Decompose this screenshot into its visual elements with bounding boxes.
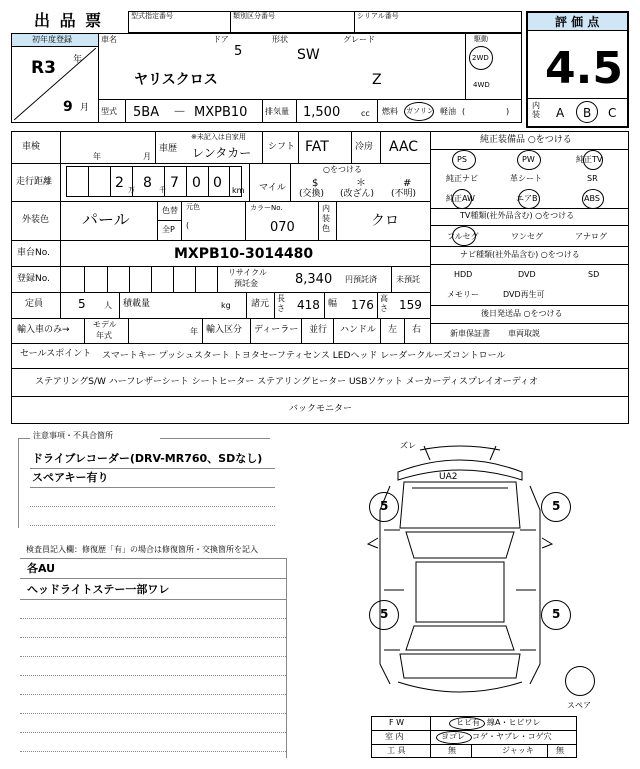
- tire-fr: 5: [552, 499, 561, 513]
- model-type-label: 型式: [101, 107, 117, 116]
- recycle-unit: 円預託済: [345, 275, 377, 284]
- length-value: 418: [297, 298, 320, 312]
- legend-tool-value: 無: [448, 746, 456, 755]
- history-label: 車歴: [159, 144, 178, 154]
- equip-pw-circle: [517, 150, 541, 170]
- equip-abs: ABS: [584, 194, 600, 203]
- recycle-label-2: 預託金: [234, 279, 258, 288]
- body-value: SW: [297, 47, 320, 63]
- interior-color-label: 内装色: [322, 204, 330, 233]
- navi-hdd: HDD: [454, 270, 473, 279]
- spare-label: スペア: [567, 701, 591, 710]
- ac-label: 冷房: [355, 142, 374, 152]
- interior-grade-b: B: [583, 106, 592, 120]
- body-label: 形状: [272, 35, 288, 44]
- mileage-unit-sen: 千: [159, 186, 166, 194]
- legend-jack-label: ジャッキ: [502, 746, 534, 755]
- grade-label: グレード: [343, 35, 375, 44]
- color-no-value: 070: [270, 220, 295, 235]
- tv-type-title: TV種類(社外品含む) ○をつける: [460, 211, 575, 220]
- tire-fl: 5: [380, 499, 389, 513]
- later-ship-title: 後日発送品 ○をつける: [481, 309, 563, 318]
- tv-fullseg: フルセグ: [447, 232, 479, 241]
- navi-dvd-play: DVD再生可: [503, 290, 545, 299]
- capacity-unit: 人: [104, 301, 112, 310]
- equip-aw-circle: [452, 189, 472, 209]
- shaken-label: 車検: [22, 142, 41, 152]
- mile-label: マイル: [259, 183, 286, 193]
- legend-fw-value: ヒビ有: [456, 718, 480, 727]
- diagram-zure-label: ズレ: [400, 441, 416, 450]
- car-name-value: ヤリスクロス: [134, 72, 218, 88]
- spare-tire-circle: [565, 666, 595, 696]
- handle-left: 左: [388, 325, 398, 335]
- equip-sr: SR: [587, 174, 598, 183]
- legend-fw-label: F W: [389, 718, 405, 727]
- tv-analog: アナログ: [575, 232, 607, 241]
- form-title: 出 品 票: [34, 11, 104, 30]
- class-no-label: 類別区分番号: [233, 12, 275, 20]
- equip-navi: 純正ナビ: [446, 174, 478, 183]
- ac-value: AAC: [389, 139, 419, 155]
- displacement-label: 排気量: [265, 107, 289, 116]
- capacity-value: 5: [78, 297, 86, 311]
- equip-pw: PW: [522, 155, 535, 164]
- height-value: 159: [399, 298, 422, 312]
- model-no-label: 型式指定番号: [131, 12, 173, 20]
- equip-aw: 純正AW: [446, 194, 475, 203]
- width-label: 幅: [328, 299, 338, 309]
- light-oil-label: 軽油: [440, 107, 456, 116]
- doors-value: 5: [234, 44, 243, 59]
- mileage-tampered: (改ざん): [340, 189, 375, 199]
- legend-interior-desc: コゲ・ヤブレ・コゲ穴: [472, 732, 552, 741]
- inspector-line1: 各AU: [27, 562, 56, 575]
- tv-oneseg: ワンセグ: [511, 232, 543, 241]
- height-label: 高さ: [380, 294, 388, 313]
- mileage-unknown: (不明): [391, 189, 417, 199]
- recycle-label-1: リサイクル: [228, 268, 267, 277]
- legend-interior-label: 室 内: [385, 732, 404, 741]
- header-code-box: [128, 11, 522, 33]
- orig-color-label: 元色: [186, 203, 200, 211]
- chassis-value: MXPB10-3014480: [174, 246, 314, 262]
- handle-label: ハンドル: [340, 325, 377, 335]
- drive-2wd: 2WD: [472, 54, 489, 62]
- spec-label: 諸元: [251, 299, 270, 309]
- equip-tv: 純正TV: [576, 155, 603, 164]
- tire-rr: 5: [552, 607, 561, 621]
- shaken-year-unit: 年: [93, 152, 101, 161]
- width-value: 176: [351, 298, 374, 312]
- equip-ps-circle: [452, 150, 476, 170]
- displacement-value: 1,500: [303, 105, 341, 120]
- later-manual: 車両取説: [508, 329, 540, 338]
- inspector-title: 検査員記入欄：修復歴「有」の場合は修復箇所・交換箇所を記入: [26, 545, 258, 554]
- drive-label: 駆動: [474, 35, 488, 43]
- equip-airbag: エアB: [516, 194, 538, 203]
- interior-grade-label: 内装: [532, 101, 540, 119]
- import-label: 輸入車のみ→: [17, 325, 70, 335]
- interior-grade-c: C: [608, 106, 617, 120]
- fuel-label: 燃料: [382, 107, 398, 116]
- shaken-month-unit: 月: [143, 152, 151, 161]
- load-unit: kg: [221, 301, 231, 310]
- navi-memory: メモリー: [447, 290, 479, 299]
- first-reg-label: 初年度登録: [32, 35, 72, 44]
- import-parallel: 並行: [309, 325, 328, 335]
- mileage-digit-1: 2: [115, 175, 124, 191]
- selling-points-line1: スマートキー プッシュスタート トヨタセーフティセンス LEDヘッド レーダークルーズコントロール: [102, 351, 506, 361]
- interior-grade-circle: [576, 101, 598, 123]
- score-value: 4.5: [545, 43, 623, 94]
- notes-line1: ドライブレコーダー(DRV-MR760、SDなし): [32, 452, 263, 465]
- fuel-paren-open: (: [462, 107, 466, 116]
- diagram-ua2-label: UA2: [439, 472, 458, 482]
- recycle-unpaid: 未預託: [396, 275, 420, 284]
- color-no-label: カラーNo.: [250, 204, 283, 212]
- tv-fullseg-circle: [452, 226, 476, 246]
- equip-ps: PS: [457, 155, 467, 164]
- reg-month-unit: 月: [80, 103, 90, 113]
- legend-jack-value: 無: [556, 746, 564, 755]
- model-type-dash: －: [173, 105, 187, 120]
- reg-no-label: 登録No.: [17, 274, 50, 284]
- interior-color-value: クロ: [371, 213, 399, 229]
- notes-line2: スペアキー有り: [32, 471, 109, 484]
- model-type-prefix: 5BA: [133, 105, 160, 120]
- navi-sd: SD: [588, 270, 600, 279]
- equipment-title: 純正装備品 ○をつける: [480, 135, 572, 145]
- mileage-digit-3: 7: [170, 175, 179, 191]
- notes-title: 注意事項・不具合箇所: [33, 431, 113, 440]
- later-warranty: 新車保証書: [450, 329, 490, 338]
- shift-value: FAT: [305, 139, 329, 155]
- handle-right: 右: [412, 325, 422, 335]
- exterior-color-value: パール: [82, 210, 130, 229]
- mileage-digit-5: 0: [213, 175, 222, 191]
- capacity-label: 定員: [25, 299, 44, 309]
- grade-value: Z: [372, 72, 382, 88]
- history-value: レンタカー: [192, 146, 252, 160]
- navi-dvd: DVD: [518, 270, 536, 279]
- equip-tv-circle: [583, 150, 603, 170]
- mileage-star: ＊: [356, 178, 366, 189]
- tire-rl: 5: [380, 607, 389, 621]
- interior-grade-a: A: [556, 106, 565, 120]
- load-label: 積載量: [123, 299, 151, 309]
- legend-interior-value: ヨゴレ: [441, 732, 465, 741]
- mileage-exchange: (交換): [299, 189, 325, 199]
- score-label: 評 価 点: [555, 15, 600, 29]
- car-damage-diagram: [360, 440, 560, 700]
- mileage-digit-4: 0: [192, 175, 201, 191]
- selling-points-line3: バックモニター: [289, 404, 353, 414]
- car-name-label: 車名: [101, 35, 117, 44]
- model-year-label-1: モデル: [93, 320, 117, 329]
- history-note: ※未記入は自家用: [191, 133, 246, 141]
- orig-color-paren: (: [186, 221, 190, 230]
- model-type-code: MXPB10: [194, 105, 248, 120]
- equip-airbag-circle: [518, 189, 540, 209]
- navi-type-title: ナビ種類(社外品含む) ○をつける: [460, 250, 580, 259]
- fuel-paren-close: ): [506, 107, 510, 116]
- reg-month: 9: [63, 99, 73, 115]
- equip-abs-circle: [582, 189, 604, 209]
- model-year-unit: 年: [190, 327, 198, 336]
- mileage-digit-2: 8: [143, 175, 152, 191]
- drive-4wd: 4WD: [473, 81, 490, 89]
- door-label: ドア: [213, 35, 229, 44]
- mileage-circle-note: ○をつける: [323, 165, 362, 174]
- inspector-line2: ヘッドライトステー一部ワレ: [27, 583, 170, 596]
- length-label: 長さ: [277, 294, 285, 313]
- mileage-hash: #: [403, 178, 412, 189]
- mileage-unit-man: 万: [128, 186, 135, 194]
- mileage-dollar: $: [312, 178, 319, 189]
- mileage-unit-km: km: [232, 186, 245, 195]
- color-change-label: 色替: [162, 206, 178, 215]
- displacement-unit: cc: [361, 109, 370, 118]
- serial-no-label: シリアル番号: [357, 12, 399, 20]
- legend-tool-label: 工 具: [387, 746, 406, 755]
- import-dealer: ディーラー: [254, 325, 299, 335]
- mileage-label: 走行距離: [16, 177, 53, 187]
- reg-year-unit: 年: [73, 55, 83, 65]
- import-class-label: 輸入区分: [206, 325, 243, 335]
- legend-fw-desc: 線A・ヒビワレ: [487, 718, 541, 727]
- recycle-value: 8,340: [295, 272, 333, 287]
- color-change-opt: 全P: [162, 225, 175, 234]
- fuel-value: ガソリン: [406, 107, 434, 115]
- model-year-label-2: 年式: [96, 331, 112, 340]
- selling-points-label: セールスポイント: [20, 349, 92, 359]
- shift-label: シフト: [268, 142, 296, 152]
- chassis-label: 車台No.: [17, 248, 50, 258]
- reg-year: R3: [31, 58, 56, 78]
- equip-leather: 革シート: [510, 174, 542, 183]
- exterior-color-label: 外装色: [22, 215, 50, 225]
- selling-points-line2: ステアリングS/W ハーフレザーシート シートヒーター ステアリングヒーター USBソケット メーカーディスプレイオーディオ: [35, 377, 539, 387]
